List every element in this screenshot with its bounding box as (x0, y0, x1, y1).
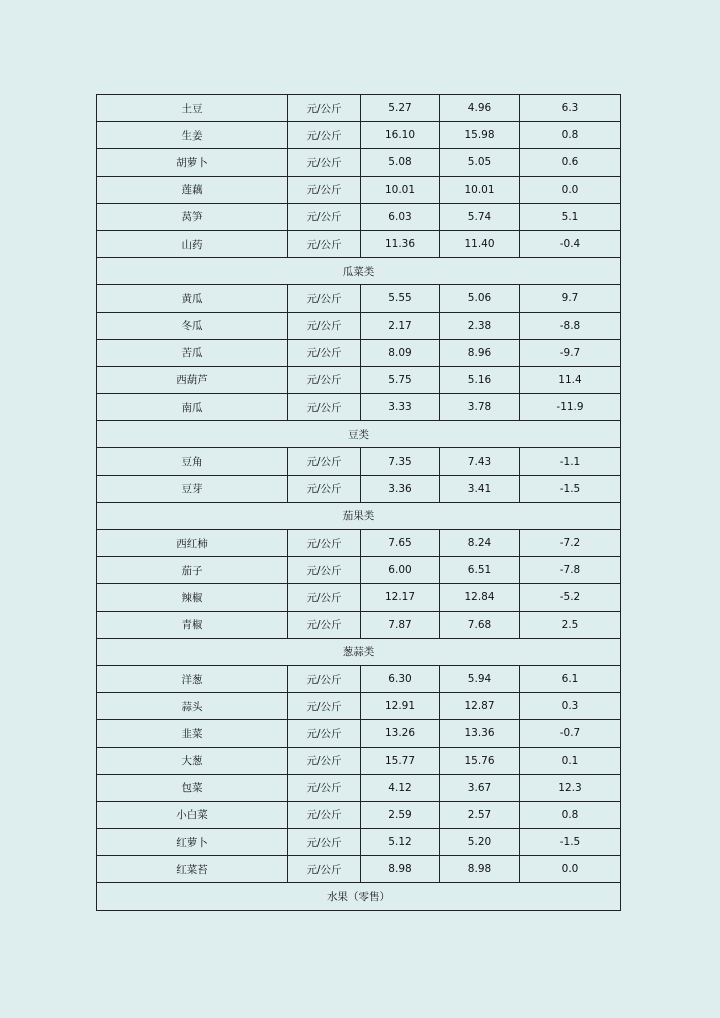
change-percent-cell: 0.0 (520, 856, 621, 883)
current-price-cell: 2.17 (361, 312, 440, 339)
table-row (97, 312, 621, 339)
item-name-cell: 山药 (97, 230, 288, 257)
current-price-cell: 12.91 (361, 693, 440, 720)
change-percent-cell: -11.9 (520, 394, 621, 421)
table-row (97, 95, 621, 122)
item-name-cell: 豆芽 (97, 475, 288, 502)
previous-price-cell: 8.98 (440, 856, 520, 883)
previous-price-cell: 2.57 (440, 801, 520, 828)
current-price-cell: 5.12 (361, 829, 440, 856)
item-name-cell: 豆角 (97, 448, 288, 475)
table-row (97, 230, 621, 257)
table-row (97, 149, 621, 176)
previous-price-cell: 5.16 (440, 366, 520, 393)
category-row (97, 502, 621, 529)
item-name-cell: 包菜 (97, 774, 288, 801)
table-row (97, 665, 621, 692)
category-row (97, 638, 621, 665)
table-row (97, 801, 621, 828)
previous-price-cell: 8.24 (440, 530, 520, 557)
change-percent-cell: -1.5 (520, 475, 621, 502)
item-name-cell: 辣椒 (97, 584, 288, 611)
previous-price-cell: 15.98 (440, 122, 520, 149)
unit-cell: 元/公斤 (288, 747, 361, 774)
change-percent-cell: 0.3 (520, 693, 621, 720)
item-name-cell: 大葱 (97, 747, 288, 774)
current-price-cell: 4.12 (361, 774, 440, 801)
table-row (97, 176, 621, 203)
current-price-cell: 6.30 (361, 665, 440, 692)
item-name-cell: 红萝卜 (97, 829, 288, 856)
table-row (97, 122, 621, 149)
current-price-cell: 3.36 (361, 475, 440, 502)
current-price-cell: 5.08 (361, 149, 440, 176)
unit-cell: 元/公斤 (288, 801, 361, 828)
table-row (97, 394, 621, 421)
category-row (97, 883, 621, 910)
unit-cell: 元/公斤 (288, 611, 361, 638)
table-row (97, 584, 621, 611)
change-percent-cell: 0.8 (520, 122, 621, 149)
current-price-cell: 5.55 (361, 285, 440, 312)
unit-cell: 元/公斤 (288, 366, 361, 393)
previous-price-cell: 12.87 (440, 693, 520, 720)
current-price-cell: 8.98 (361, 856, 440, 883)
previous-price-cell: 3.41 (440, 475, 520, 502)
unit-cell: 元/公斤 (288, 557, 361, 584)
unit-cell: 元/公斤 (288, 95, 361, 122)
item-name-cell: 黄瓜 (97, 285, 288, 312)
change-percent-cell: -0.7 (520, 720, 621, 747)
change-percent-cell: -5.2 (520, 584, 621, 611)
current-price-cell: 16.10 (361, 122, 440, 149)
previous-price-cell: 6.51 (440, 557, 520, 584)
current-price-cell: 12.17 (361, 584, 440, 611)
category-row (97, 421, 621, 448)
change-percent-cell: 0.0 (520, 176, 621, 203)
previous-price-cell: 5.06 (440, 285, 520, 312)
current-price-cell: 2.59 (361, 801, 440, 828)
table-row (97, 611, 621, 638)
previous-price-cell: 5.20 (440, 829, 520, 856)
change-percent-cell: -9.7 (520, 339, 621, 366)
item-name-cell: 南瓜 (97, 394, 288, 421)
unit-cell: 元/公斤 (288, 530, 361, 557)
change-percent-cell: 0.8 (520, 801, 621, 828)
item-name-cell: 小白菜 (97, 801, 288, 828)
unit-cell: 元/公斤 (288, 665, 361, 692)
change-percent-cell: 6.1 (520, 665, 621, 692)
current-price-cell: 6.00 (361, 557, 440, 584)
current-price-cell: 10.01 (361, 176, 440, 203)
unit-cell: 元/公斤 (288, 475, 361, 502)
item-name-cell: 莲藕 (97, 176, 288, 203)
item-name-cell: 洋葱 (97, 665, 288, 692)
change-percent-cell: 5.1 (520, 203, 621, 230)
unit-cell: 元/公斤 (288, 122, 361, 149)
previous-price-cell: 5.94 (440, 665, 520, 692)
item-name-cell: 青椒 (97, 611, 288, 638)
unit-cell: 元/公斤 (288, 856, 361, 883)
current-price-cell: 11.36 (361, 230, 440, 257)
previous-price-cell: 5.74 (440, 203, 520, 230)
table-row (97, 747, 621, 774)
change-percent-cell: 11.4 (520, 366, 621, 393)
previous-price-cell: 3.67 (440, 774, 520, 801)
change-percent-cell: -0.4 (520, 230, 621, 257)
category-label: 葱蒜类 (97, 638, 621, 665)
unit-cell: 元/公斤 (288, 693, 361, 720)
previous-price-cell: 5.05 (440, 149, 520, 176)
unit-cell: 元/公斤 (288, 203, 361, 230)
change-percent-cell: -1.5 (520, 829, 621, 856)
table-row (97, 774, 621, 801)
current-price-cell: 7.35 (361, 448, 440, 475)
previous-price-cell: 12.84 (440, 584, 520, 611)
previous-price-cell: 11.40 (440, 230, 520, 257)
unit-cell: 元/公斤 (288, 448, 361, 475)
change-percent-cell: 12.3 (520, 774, 621, 801)
category-label: 瓜菜类 (97, 258, 621, 285)
table-row (97, 557, 621, 584)
previous-price-cell: 7.43 (440, 448, 520, 475)
previous-price-cell: 13.36 (440, 720, 520, 747)
previous-price-cell: 4.96 (440, 95, 520, 122)
item-name-cell: 生姜 (97, 122, 288, 149)
table-row (97, 448, 621, 475)
current-price-cell: 7.65 (361, 530, 440, 557)
item-name-cell: 蒜头 (97, 693, 288, 720)
previous-price-cell: 15.76 (440, 747, 520, 774)
category-label: 茄果类 (97, 502, 621, 529)
unit-cell: 元/公斤 (288, 176, 361, 203)
table-row (97, 720, 621, 747)
table-row (97, 856, 621, 883)
change-percent-cell: -7.2 (520, 530, 621, 557)
previous-price-cell: 7.68 (440, 611, 520, 638)
current-price-cell: 13.26 (361, 720, 440, 747)
change-percent-cell: 9.7 (520, 285, 621, 312)
item-name-cell: 胡萝卜 (97, 149, 288, 176)
table-row (97, 693, 621, 720)
change-percent-cell: -1.1 (520, 448, 621, 475)
item-name-cell: 西红柿 (97, 530, 288, 557)
previous-price-cell: 8.96 (440, 339, 520, 366)
current-price-cell: 8.09 (361, 339, 440, 366)
table-row (97, 339, 621, 366)
category-label: 水果（零售） (97, 883, 621, 910)
unit-cell: 元/公斤 (288, 285, 361, 312)
unit-cell: 元/公斤 (288, 774, 361, 801)
current-price-cell: 15.77 (361, 747, 440, 774)
item-name-cell: 莴笋 (97, 203, 288, 230)
table-row (97, 366, 621, 393)
item-name-cell: 韭菜 (97, 720, 288, 747)
previous-price-cell: 3.78 (440, 394, 520, 421)
change-percent-cell: 0.1 (520, 747, 621, 774)
previous-price-cell: 2.38 (440, 312, 520, 339)
current-price-cell: 6.03 (361, 203, 440, 230)
item-name-cell: 苦瓜 (97, 339, 288, 366)
previous-price-cell: 10.01 (440, 176, 520, 203)
item-name-cell: 西葫芦 (97, 366, 288, 393)
item-name-cell: 土豆 (97, 95, 288, 122)
unit-cell: 元/公斤 (288, 230, 361, 257)
table-row (97, 475, 621, 502)
table-row (97, 530, 621, 557)
unit-cell: 元/公斤 (288, 584, 361, 611)
item-name-cell: 茄子 (97, 557, 288, 584)
item-name-cell: 红菜苔 (97, 856, 288, 883)
unit-cell: 元/公斤 (288, 312, 361, 339)
current-price-cell: 5.27 (361, 95, 440, 122)
current-price-cell: 7.87 (361, 611, 440, 638)
unit-cell: 元/公斤 (288, 394, 361, 421)
unit-cell: 元/公斤 (288, 720, 361, 747)
price-table (96, 94, 621, 911)
item-name-cell: 冬瓜 (97, 312, 288, 339)
current-price-cell: 5.75 (361, 366, 440, 393)
change-percent-cell: 2.5 (520, 611, 621, 638)
category-row (97, 258, 621, 285)
table-row (97, 285, 621, 312)
change-percent-cell: 6.3 (520, 95, 621, 122)
unit-cell: 元/公斤 (288, 149, 361, 176)
category-label: 豆类 (97, 421, 621, 448)
table-row (97, 829, 621, 856)
table-row (97, 203, 621, 230)
current-price-cell: 3.33 (361, 394, 440, 421)
unit-cell: 元/公斤 (288, 829, 361, 856)
change-percent-cell: -7.8 (520, 557, 621, 584)
table-body (97, 95, 621, 911)
change-percent-cell: 0.6 (520, 149, 621, 176)
change-percent-cell: -8.8 (520, 312, 621, 339)
unit-cell: 元/公斤 (288, 339, 361, 366)
